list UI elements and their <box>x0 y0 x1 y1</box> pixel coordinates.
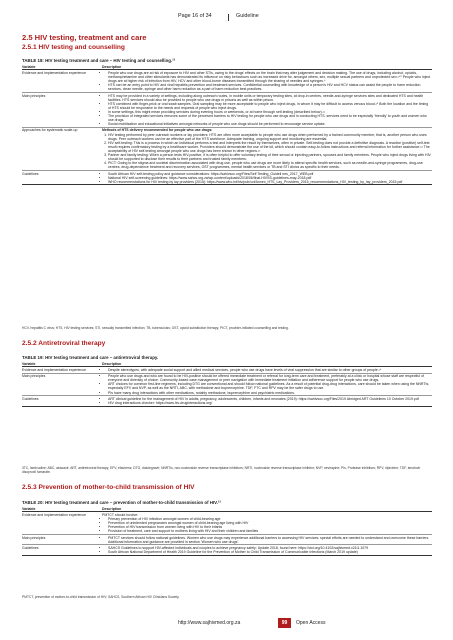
list-item: • Prevention of unintended pregnancies amongst women of child-bearing age living with HIV <box>108 521 432 525</box>
guideline-link[interactable]: • HIV drug interactions checker: https://www.hiv-druginteractions.org/ <box>108 401 432 405</box>
table-19 <box>22 361 432 407</box>
list-item: • People who use drugs and who are found to be HIV-positive should be offered immediate treatment or referral for long-term care and treatment, preferably at a clinic or hospital whose staff are respectful of everyone and diversity of choice. Community-based case management or peer navigation with immediate treatment initiation and adherence support for people who use drugs. <box>108 374 432 382</box>
journal-link[interactable]: http://www.sajhivmed.org.za <box>178 620 241 626</box>
table-row <box>22 512 432 535</box>
row-label: Main principles <box>22 373 102 396</box>
guideline-link[interactable]: • National HIV self-screening guidelines: https://www.sahcs.org.za/wp-content/uploads/2018/06/final-HIVSS-guidelines-may-2018.pdf <box>108 176 432 180</box>
table-row <box>22 127 432 170</box>
row-label: Main principles <box>22 92 102 127</box>
subsection-heading-pmtct: 2.5.3 Prevention of mother-to-child transmission of HIV <box>22 484 195 491</box>
list-item: 2. HIV self-testing: This is a process in which an individual performs a test and interprets the result by themselves, often in private. Self-testing does not provide a definitive diagnosis. A reactive (positive) self-test result requires confirmatory testing by a healthcare worker. Providers should demonstrate the use of the kit, which should contain easy-to-follow instructions and referral information for further assistance.¹² The acceptability of HIV self-testing amongst people who use drugs has been shown in other regions.¹³ <box>108 141 432 153</box>
row-label: Guidelines <box>22 171 102 185</box>
row-label: Evidence and implementation experience <box>22 512 102 535</box>
row-label: Approaches for systematic scale-up <box>22 127 102 170</box>
section-heading: 2.5 HIV testing, treatment and care <box>22 33 147 42</box>
list-item: • Primary prevention of HIV infection amongst women of child-bearing age <box>108 517 432 521</box>
list-item: • HTS combined with finger-prick or oral swab samples. Oral sampling may be more acceptable to people who inject drugs, in whom it may be difficult to access venous blood.¹⁰ Both the location and the timing of HTS should be responsive to the needs and requests of people who inject drugs. <box>108 102 432 110</box>
row-subheading: Methods of HTS delivery recommended for people who use drugs: <box>102 128 213 133</box>
table-18-caption: TABLE 18: HIV testing treatment and care – HIV testing and counselling.¹³ <box>22 58 176 63</box>
table-row <box>22 545 432 555</box>
list-item: • Social mobilisation and educational initiatives amongst networks of people who use drugs should be performed to encourage service uptake. <box>108 122 432 126</box>
list-item: 1. HIV testing performed by peer outreach workers or lay providers: HTS are often more acceptable to people who use drugs when performed by a trained community member, that is, another person who uses drugs. Peer outreach workers can be an effective part of the HTS workforce. Adequate training, ongoing support and monitoring are essential. <box>108 133 432 141</box>
list-item: • HTS may be provided in a variety of settings, including along outreach routes, in mobile units or temporary testing sites, at drop-in centres, needle-and-syringe services sites and dedicated HTS and health facilities. HTS services should also be provided to people who use drugs in prisons as well as within prison. <box>108 94 432 102</box>
table-18 <box>22 64 432 185</box>
table-row <box>22 373 432 396</box>
list-item: • Provision of treatment, care and support to mothers living with HIV and their children and families <box>108 529 432 533</box>
table-19-caption: TABLE 19: HIV testing treatment and care – antiretroviral therapy. <box>22 355 159 360</box>
row-label: Guidelines <box>22 545 102 555</box>
table-row <box>22 534 432 544</box>
col-variable-header: Variable <box>22 506 102 512</box>
table-row <box>22 70 432 93</box>
list-item: • South African National Department of Health 2019 Guideline for the Prevention of Mother to Child Transmission of Communicable Infections (March 2019 update) <box>108 550 432 554</box>
list-item: • PIs have many drug interactions with other medications, notably methadone, buprenorphine and psychiatric medications. <box>108 391 432 395</box>
open-access-label: Open Access <box>296 620 326 626</box>
col-variable-header: Variable <box>22 361 102 367</box>
row-intro: PMTCT should involve: <box>102 512 139 517</box>
guideline-link[interactable]: • ART clinical guideline for the management of HIV in adults, pregnancy, adolescents, children, infants and neonates (2019): https://sahivsoc.org/Files/2019 Abridged ART Guidelines 10 October 2019.pdf <box>108 397 432 401</box>
table-20-caption: TABLE 20: HIV testing treatment and care – prevention of mother-to-child transmission of HIV.¹³ <box>22 500 221 505</box>
list-item: • ART choices for common first-line regimens, including DTG are conventional and should follow national guidelines. As a result of potential drug-drug interactions, care should be taken when using the NNRTIs, especially EFV and NVP, as well as the NRTI, ABC, with methadone and buprenorphine. TDF, FTC and RPV may be the safer drugs to use. <box>108 382 432 390</box>
list-item: • In some settings, this might mean providing services during evening hours or weekends, or at home through self-testing (described below).¹¹ <box>108 110 432 114</box>
page-indicator: Page 16 of 34 <box>178 13 212 19</box>
row-label: Main principles <box>22 534 102 544</box>
table-18-note: HCV, hepatitis C virus; HTS, HIV testing services; STI, sexually transmitted infection; TB, tuberculosis; OST, opioid substitution therapy; PICT, provider-initiated counselling and testing. <box>22 326 289 330</box>
subsection-heading-testing: 2.5.1 HIV testing and counselling <box>22 44 125 51</box>
table-19-note: 3TC, lamivudine; ABC, abacavir; ART, antiretroviral therapy; EFV, efavirenz; DTG, dolutegravir; NNRTIs, non-nucleoside reverse transcriptase inhibitors; NRTI, nucleoside reverse transcriptase inhibitor; NVP, nevirapine; PIs, Protease inhibitors; RPV, rilpivirine; TDF, tenofovir disoproxil fumarate. <box>22 466 421 474</box>
table-20 <box>22 506 432 556</box>
subsection-heading-art: 2.5.2 Antiretroviral therapy <box>22 340 106 347</box>
header-divider <box>228 14 229 21</box>
list-item: • HTS can be an entry point to HIV and viral hepatitis prevention and treatment services. Confidential counselling with knowledge of a person’s HIV and HCV status can assist the people to harm reduction services, clean needle, syringe and other harm reduction as a part of harm reduction best practices. <box>108 83 432 91</box>
page-footer <box>0 618 453 630</box>
list-item: • Despite stereotypes, with adequate social support and allied medical services, people who use drugs have levels of viral suppression that are similar to other groups of people.¹⁴ <box>108 368 432 372</box>
guideline-link[interactable]: • SAHCS Guidelines to support HIV-affected individuals and couples to achieve pregnancy safely: Update 2018, found here: https://doi.org/10.4102/sajhivmed.v21i1.1079 <box>108 546 432 550</box>
list-item: 3. Partner and family testing: When a person tests HIV-positive, it is often helpful to offer voluntary testing of their sexual or injecting partners, spouses and family members. People who inject drugs living with HIV should be supported to disclose their results to their partners and trusted family members. <box>108 153 432 161</box>
header-section-label: Guideline <box>236 13 259 19</box>
list-item: • The provision of integrated services removes some of the perceived barriers to HIV testing for people who use drugs and in conducting HTS, services need to be especially ‘friendly’ to youth and women who use drugs. <box>108 114 432 122</box>
table-row <box>22 92 432 127</box>
row-label: Guidelines <box>22 396 102 406</box>
list-item: 4. PICT: Owing to the stigma and societal discrimination associated with drug use, people who use drugs are more likely to attend specific health services, such as needle-and-syringe programmes, drug-use centres, drug-dependence treatment and recovery services, OST programmes, mental health services or TB and STI clinics as specific to their needs. <box>108 161 432 169</box>
col-description-header: Description <box>102 361 432 367</box>
col-description-header: Description <box>102 506 432 512</box>
col-description-header: Description <box>102 64 432 70</box>
table-row <box>22 171 432 185</box>
table-row <box>22 396 432 406</box>
guideline-link[interactable]: • South African HIV self-testing policy and guidance considerations: https://sahivsoc.org/Files/Self Testing_Guideli nes_2017_WEB.pdf <box>108 172 432 176</box>
row-label: Evidence and implementation experience <box>22 367 102 373</box>
page-header <box>0 6 453 22</box>
table-20-note: PMTCT, prevention of mother-to-child transmission of HIV; SAHCS, Southern African HIV Clinicians Society. <box>22 595 180 599</box>
list-item: • PMTCT services should follow national guidelines. Women who use drugs may experience additional barriers to accessing HIV services; special efforts are needed to understand and overcome these barriers. Additional information and guidance are provided in section ‘Women who use drugs’. <box>108 536 432 544</box>
guideline-link[interactable]: • WHO recommendations for HIV testing by lay providers (2015): https://www.who.int/hiv/pub/vct/Annex_HTS_Lay_Providers_2015_recommendations_HIV_testing_by_lay_providers_2015.pdf <box>108 180 432 184</box>
page-number-badge: 99 <box>278 618 291 628</box>
list-item: • Prevention of HIV transmission from women living with HIV to their infants <box>108 525 432 529</box>
list-item: • People who use drugs are at risk of exposure to HIV and other STIs, owing to the drugs’ effects on the brain that may alter judgement and decision making. The use of drugs, including alcohol, opioids, methamphetamine and other stimulants has demonstrated its influence on risky behaviours such as increased drive for, amongst others, sex, multiple sexual partners and unprotected sex.¹⁴⁰ People who inject drugs are at higher risk of infection from HIV, HCV and other blood-borne diseases transmitted through the sharing of needles and syringes.⁶ <box>108 71 432 83</box>
row-label: Evidence and implementation experience <box>22 70 102 93</box>
col-variable-header: Variable <box>22 64 102 70</box>
